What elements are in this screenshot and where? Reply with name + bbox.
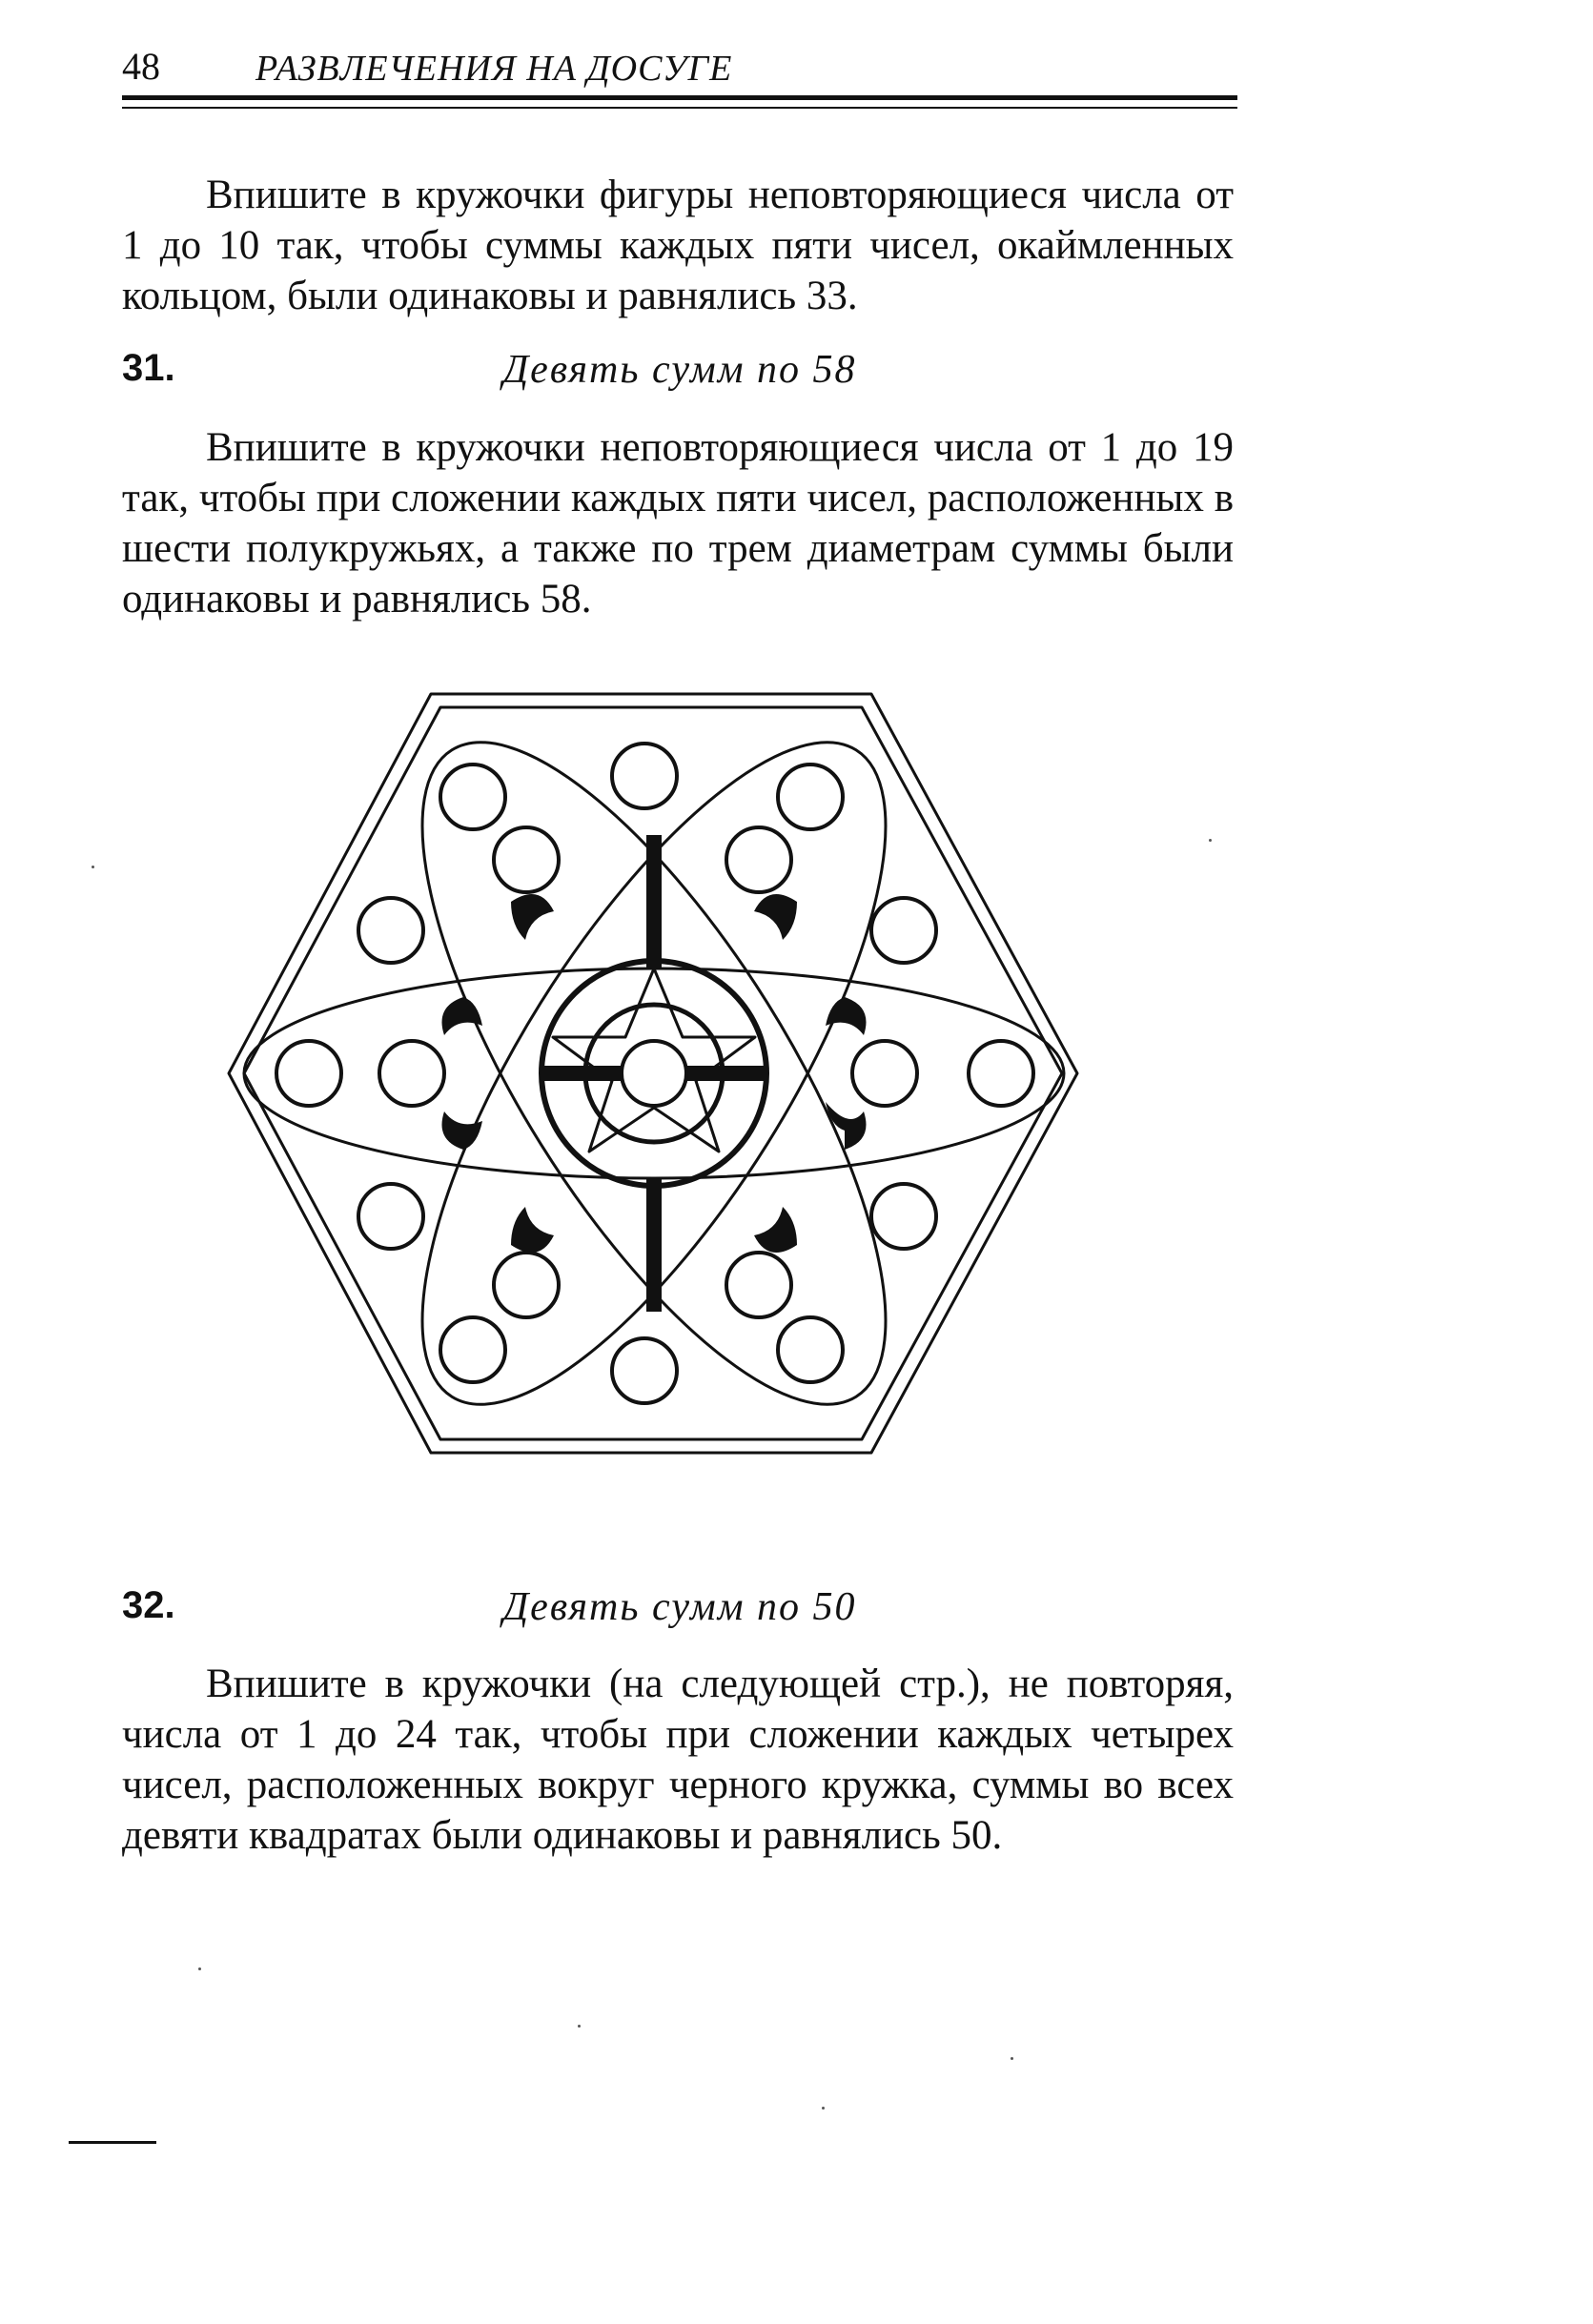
flourish-6	[826, 997, 867, 1035]
intro-paragraph: Впишите в кружочки фигуры неповторяющиеся числа от 1 до 10 так, чтобы суммы каждых пяти чисел, окаймленных кольцом, были одинаковы и равнялись 33.	[122, 173, 1234, 318]
page-number: 48	[122, 45, 160, 88]
speck	[822, 2107, 825, 2110]
flourish-1	[511, 894, 554, 940]
puzzle-circle	[969, 1041, 1033, 1106]
problem-32-number: 32.	[122, 1584, 175, 1626]
speck	[578, 2025, 581, 2028]
puzzle-circle-center	[622, 1041, 686, 1106]
speck	[1011, 2057, 1013, 2060]
puzzle-circle	[778, 1317, 843, 1382]
problem-31-heading	[122, 347, 1237, 404]
speck	[1209, 839, 1212, 842]
header-rule-thin	[122, 107, 1237, 109]
puzzle-circle	[852, 1041, 917, 1106]
hexagon-ornament-puzzle-icon	[225, 683, 1083, 1474]
problem-31-title: Девять сумм по 58	[502, 348, 857, 392]
running-title: РАЗВЛЕЧЕНИЯ НА ДОСУГЕ	[255, 49, 733, 89]
puzzle-circle	[494, 1253, 559, 1317]
puzzle-circle	[494, 827, 559, 892]
flourish-4	[754, 1207, 797, 1253]
puzzle-circle	[726, 1253, 791, 1317]
header-rule-thick	[122, 95, 1237, 100]
puzzle-circle	[726, 827, 791, 892]
puzzle-circle	[358, 898, 423, 963]
flourish-5	[442, 997, 483, 1035]
flourish-3	[511, 1207, 554, 1253]
stray-ink-line	[69, 2141, 156, 2144]
flourish-2	[754, 894, 797, 940]
page-header	[122, 38, 1237, 95]
puzzle-circle	[871, 1184, 936, 1249]
flourish-7	[442, 1111, 483, 1150]
puzzle-circle	[276, 1041, 341, 1106]
vertical-bar-bottom	[646, 1178, 662, 1312]
puzzle-circle	[379, 1041, 444, 1106]
puzzle-circle	[440, 1317, 505, 1382]
puzzle-circle	[440, 764, 505, 829]
problem-32-title: Девять сумм по 50	[502, 1585, 857, 1629]
speck	[198, 1967, 201, 1970]
puzzle-circle	[612, 744, 677, 808]
puzzle-circle	[871, 898, 936, 963]
puzzle-circle	[358, 1184, 423, 1249]
puzzle-circle	[612, 1338, 677, 1403]
problem-31-number: 31.	[122, 347, 175, 389]
puzzle-circle	[778, 764, 843, 829]
problem-31-text: Впишите в кружочки неповторяющиеся числа от 1 до 19 так, чтобы при сложении каждых пяти чисел, расположенных в шести полукружьях, а также по трем диаметрам суммы были одинаковы и равнялись 58.	[122, 425, 1234, 622]
speck	[92, 866, 94, 868]
problem-32-text: Впишите в кружочки (на следующей стр.), не повторяя, числа от 1 до 24 так, чтобы при сложении каждых четырех чисел, расположенных вокруг черного кружка, суммы во всех девяти квадратах были одинаковы и равнялись 50.	[122, 1661, 1234, 1858]
vertical-bar-top	[646, 835, 662, 968]
problem-32-heading	[122, 1584, 1237, 1641]
